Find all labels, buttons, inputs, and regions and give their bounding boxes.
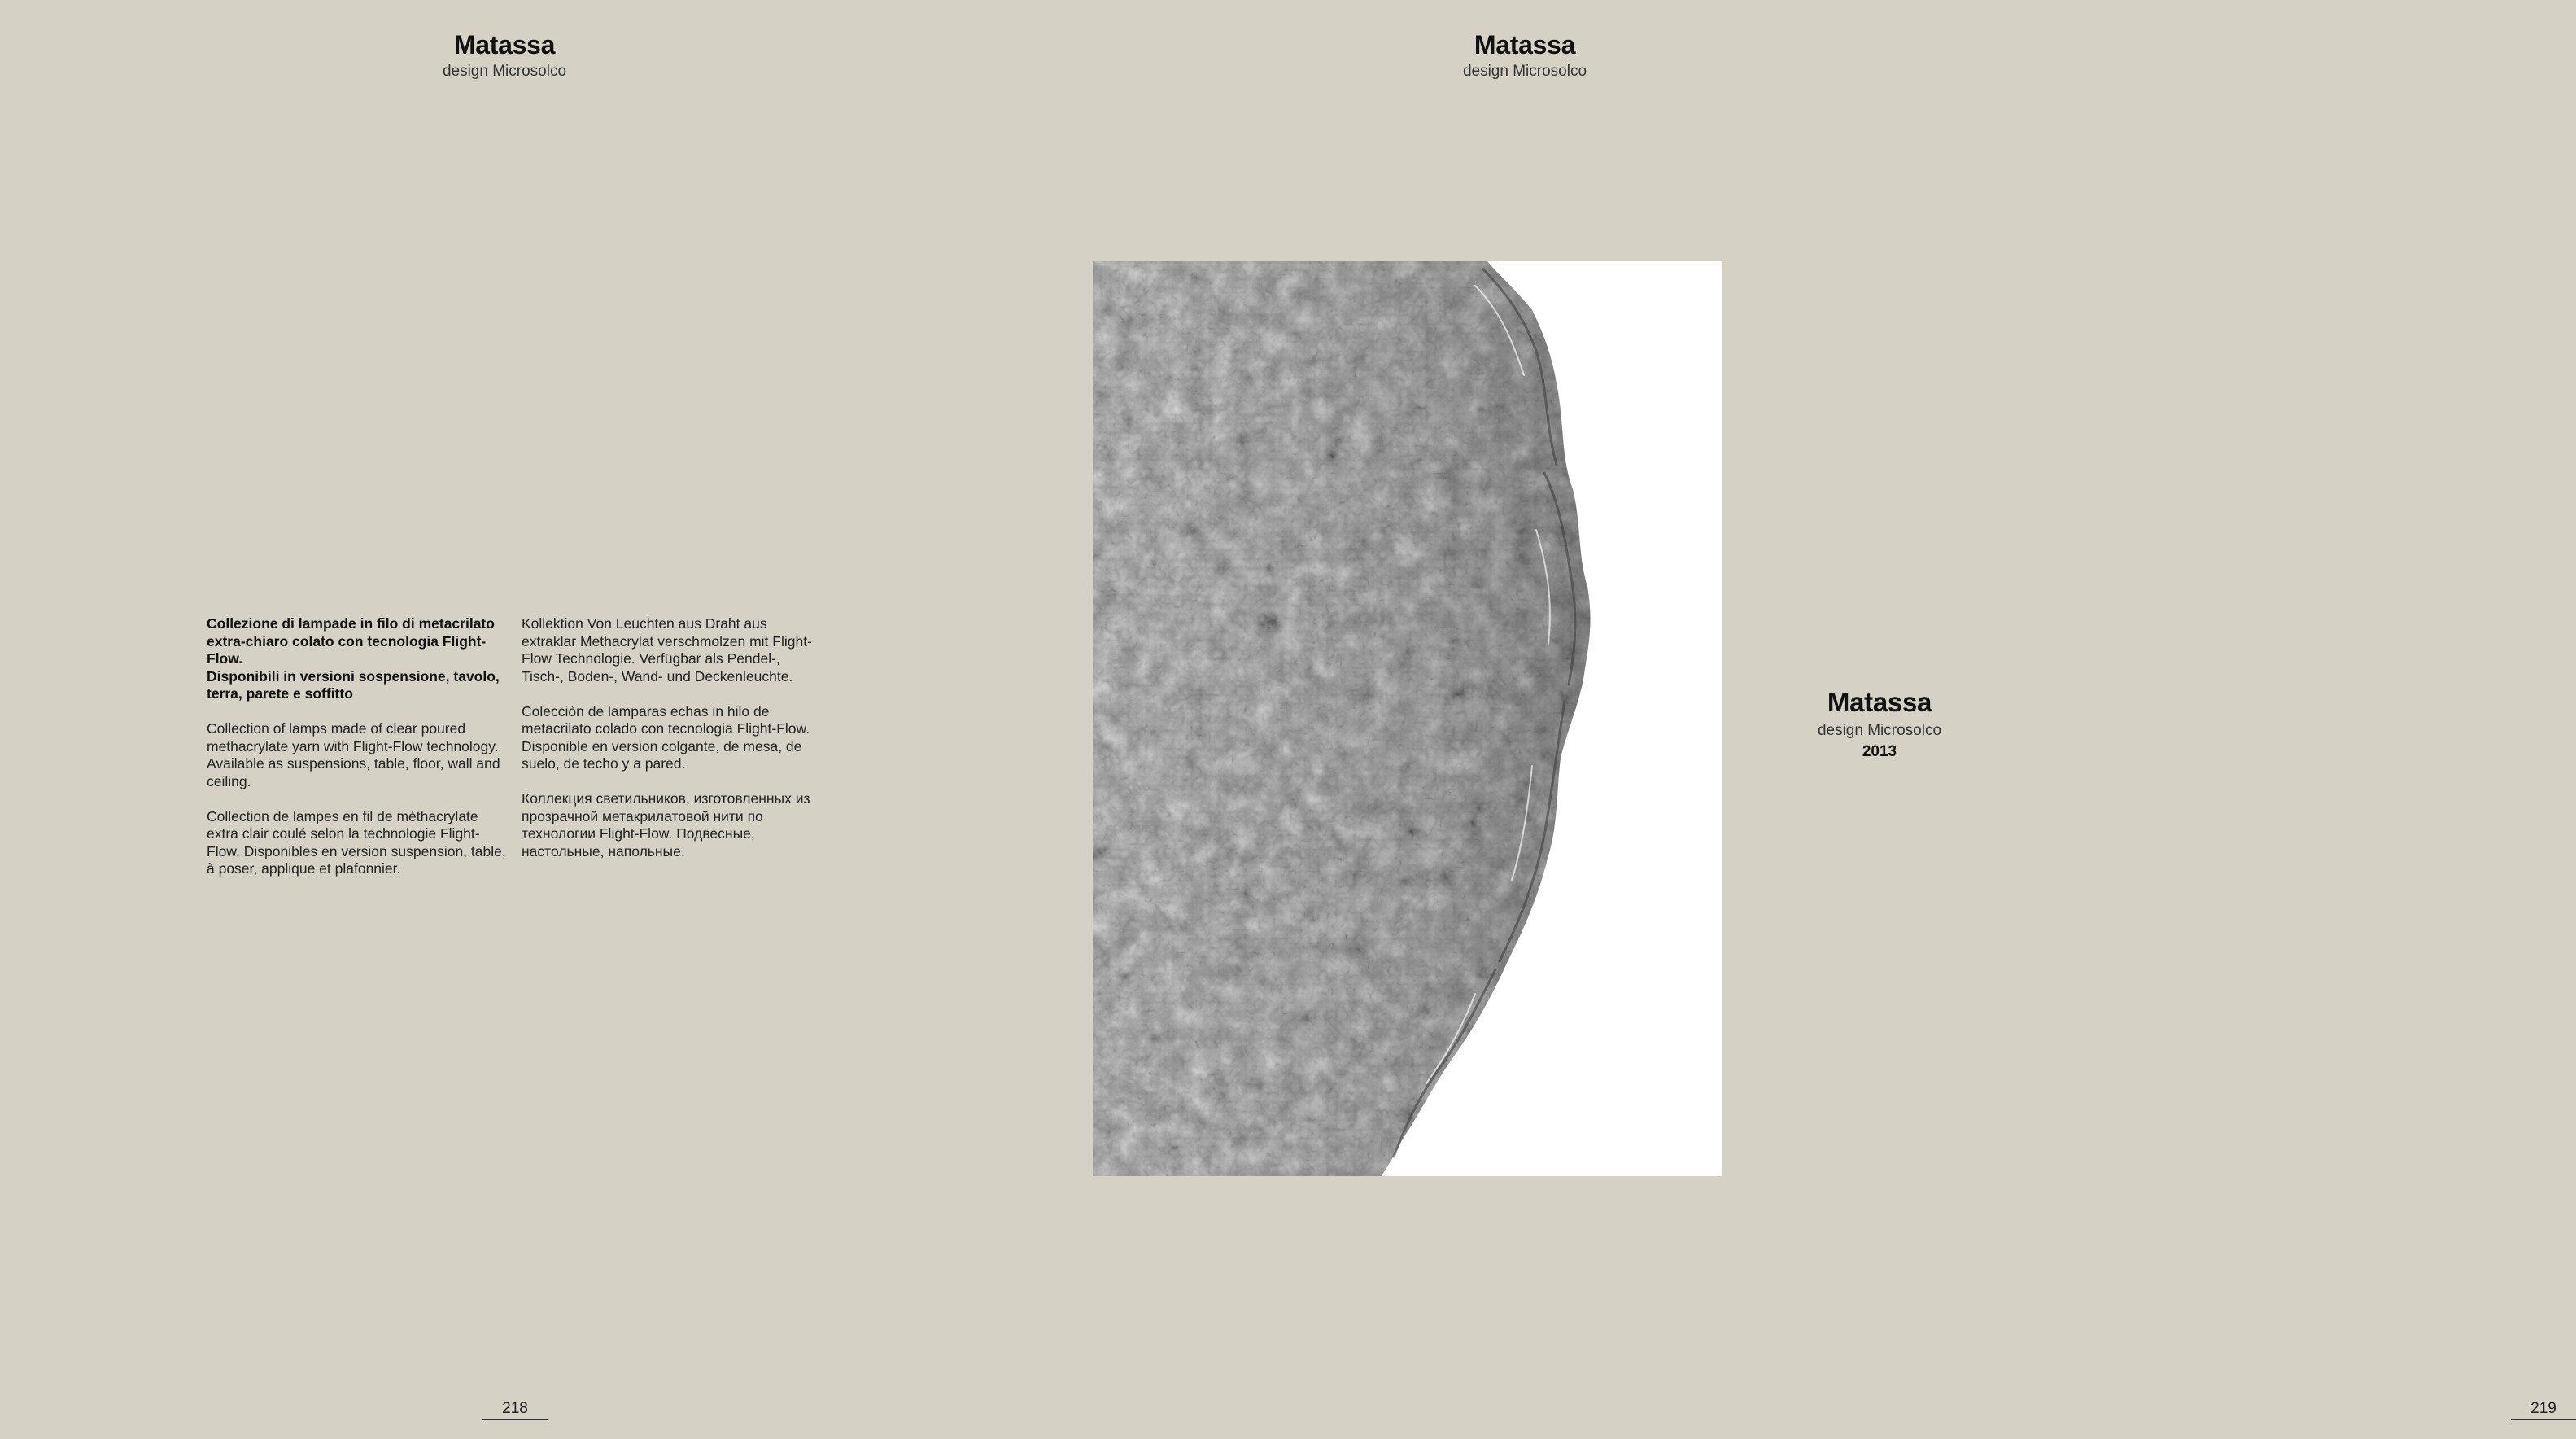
lamp-detail-photo	[1093, 261, 1722, 1176]
left-page-number: 218	[482, 1399, 548, 1420]
product-caption	[1798, 687, 1961, 762]
lamp-detail-photo-icon	[1093, 261, 1722, 1176]
caption-year: 2013	[1862, 743, 1897, 760]
german-description: Kollektion Von Leuchten aus Draht aus extraklar Methacrylat verschmolzen mit Flight-Flow Technologie. Verfügbar als Pendel-, Tisch-, Boden-, Wand- und Deckenleuchte.	[522, 615, 812, 685]
spanish-description: Colecciòn de lamparas echas in hilo de metacrilato colado con tecnologia Flight-Flow. Disponible en version colgante, de mesa, de suelo, de techo y a pared.	[522, 702, 810, 772]
right-running-head	[1362, 29, 1687, 81]
english-description: Collection of lamps made of clear poured methacrylate yarn with Flight-Flow technology. Available as suspensions, table, floor, wall and ceiling.	[207, 720, 500, 789]
italian-line: Disponibili in versioni sospensione, tavolo,	[207, 667, 500, 685]
caption-title: Matassa	[1827, 687, 1932, 717]
text-column-1	[207, 615, 508, 895]
italian-line: Flow.	[207, 650, 243, 667]
french-description: Collection de lampes en fil de méthacrylate extra clair coulé selon la technologie Flight-Flow. Disponibles en version suspension, table, à poser, applique et plafonnier.	[207, 807, 506, 877]
italian-line: Collezione di lampade in filo di metacrilato	[207, 615, 495, 632]
right-header-subtitle: design Microsolco	[1462, 63, 1587, 80]
left-header-subtitle: design Microsolco	[442, 63, 567, 80]
left-page	[0, 0, 1017, 1439]
italian-line: terra, parete e soffitto	[207, 685, 353, 702]
left-header-title: Matassa	[453, 30, 556, 59]
russian-description: Коллекция светильников, изготовленных из прозрачной метакрилатовой нити по технологии Flight-Flow. Подвесные, настольные, напольные.	[522, 790, 810, 859]
right-header-title: Matassa	[1474, 30, 1576, 59]
right-page-number: 219	[2511, 1399, 2576, 1420]
italian-line: extra-chiaro colato con tecnologia Flight-	[207, 632, 487, 650]
caption-subtitle: design Microsolco	[1817, 722, 1942, 739]
italian-description	[207, 615, 508, 703]
left-running-head	[342, 29, 667, 81]
text-column-2	[522, 615, 823, 878]
